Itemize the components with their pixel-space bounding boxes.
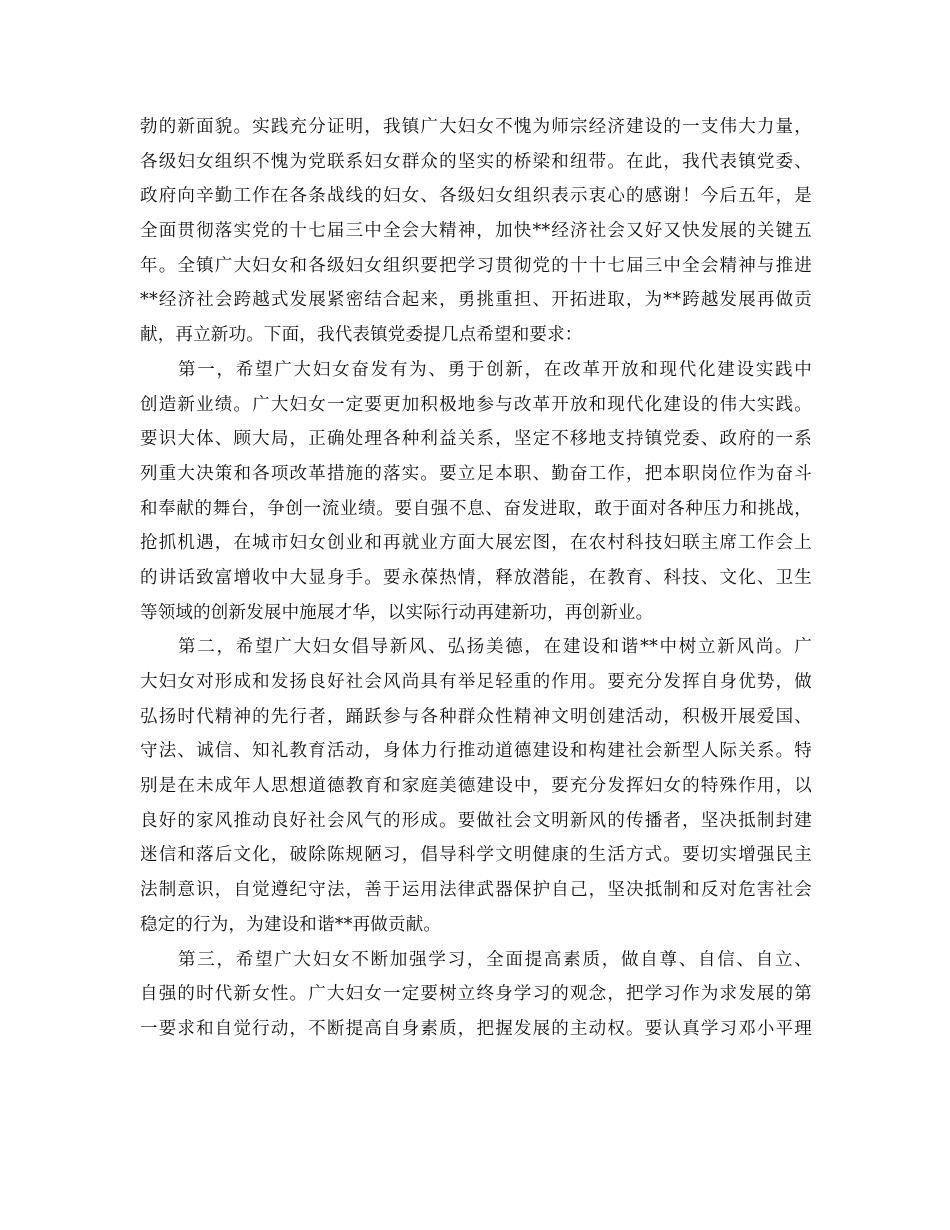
text-line: 弘扬时代精神的先行者，踊跃参与各种群众性精神文明创建活动，积极开展爱国、 <box>140 706 812 727</box>
text-line: 政府向辛勤工作在各条战线的妇女、各级妇女组织表示衷心的感谢！今后五年，是 <box>140 186 812 207</box>
text-line: 自强的时代新女性。广大妇女一定要树立终身学习的观念，把学习作为求发展的第 <box>140 984 812 1005</box>
text-line: **经济社会跨越式发展紧密结合起来，勇挑重担、开拓进取，为**跨越发展再做贡 <box>140 290 812 311</box>
text-line: 法制意识，自觉遵纪守法，善于运用法律武器保护自己，坚决抵制和反对危害社会 <box>140 880 812 901</box>
text-line: 稳定的行为，为建设和谐**再做贡献。 <box>140 914 442 935</box>
document-page <box>140 110 812 1047</box>
paragraph-first-line: 第二，希望广大妇女倡导新风、弘扬美德，在建设和谐**中树立新风尚。广 <box>178 637 812 658</box>
text-line: 迷信和落后文化，破除陈规陋习，倡导科学文明健康的生活方式。要切实增强民主 <box>140 845 812 866</box>
text-line: 献，再立新功。下面，我代表镇党委提几点希望和要求： <box>140 325 583 346</box>
text-line: 勃的新面貌。实践充分证明，我镇广大妇女不愧为师宗经济建设的一支伟大力量， <box>140 117 812 137</box>
text-line: 全面贯彻落实党的十七届三中全会大精神，加快**经济社会又好又快发展的关键五 <box>140 221 812 242</box>
text-line: 列重大决策和各项改革措施的落实。要立足本职、勤奋工作，把本职岗位作为奋斗 <box>140 463 812 484</box>
paragraph-first-line: 第三，希望广大妇女不断加强学习，全面提高素质，做自尊、自信、自立、 <box>178 949 812 970</box>
text-line: 一要求和自觉行动，不断提高自身素质，把握发展的主动权。要认真学习邓小平理 <box>140 1018 812 1039</box>
text-line: 的讲话致富增收中大显身手。要永葆热情，释放潜能，在教育、科技、文化、卫生 <box>140 567 812 588</box>
text-line: 要识大体、顾大局，正确处理各种利益关系，坚定不移地支持镇党委、政府的一系 <box>140 429 812 450</box>
text-line: 抢抓机遇，在城市妇女创业和再就业方面大展宏图，在农村科技妇联主席工作会上 <box>140 533 812 554</box>
text-line: 等领域的创新发展中施展才华，以实际行动再建新功，再创新业。 <box>140 602 654 623</box>
text-line: 别是在未成年人思想道德教育和家庭美德建设中，要充分发挥妇女的特殊作用，以 <box>140 776 812 797</box>
text-line: 良好的家风推动良好社会风气的形成。要做社会文明新风的传播者，坚决抵制封建 <box>140 810 812 831</box>
text-line: 守法、诚信、知礼教育活动，身体力行推动道德建设和构建社会新型人际关系。特 <box>140 741 812 762</box>
paragraph-first-line: 第一，希望广大妇女奋发有为、勇于创新，在改革开放和现代化建设实践中 <box>178 359 812 380</box>
text-line: 创造新业绩。广大妇女一定要更加积极地参与改革开放和现代化建设的伟大实践。 <box>140 394 812 415</box>
text-line: 年。全镇广大妇女和各级妇女组织要把学习贯彻党的十十七届三中全会精神与推进 <box>140 255 812 276</box>
text-line: 和奉献的舞台，争创一流业绩。要自强不息、奋发进取，敢于面对各种压力和挑战， <box>140 498 812 519</box>
text-line: 各级妇女组织不愧为党联系妇女群众的坚实的桥梁和纽带。在此，我代表镇党委、 <box>140 151 812 172</box>
text-line: 大妇女对形成和发扬良好社会风尚具有举足轻重的作用。要充分发挥自身优势，做 <box>140 672 812 692</box>
